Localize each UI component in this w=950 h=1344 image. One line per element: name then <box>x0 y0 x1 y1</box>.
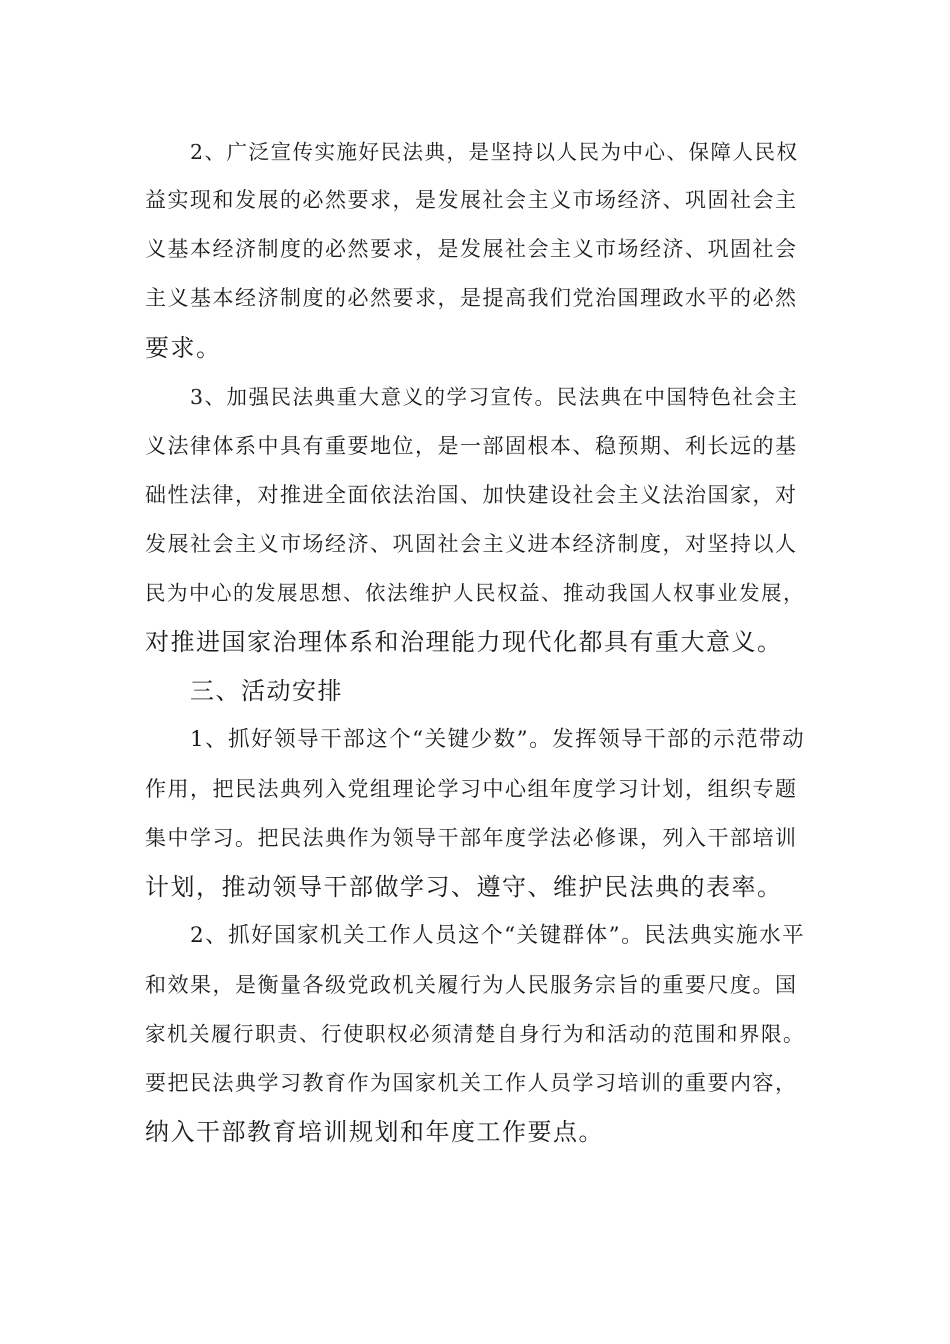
paragraph-line: 2、抓好国家机关工作人员这个“关键群体”。民法典实施水平 <box>190 923 806 948</box>
paragraph-line: 3、加强民法典重大意义的学习宣传。民法典在中国特色社会主 <box>190 385 799 409</box>
paragraph-line: 2、广泛宣传实施好民法典，是坚持以人民为中心、保障人民权 <box>190 140 799 164</box>
paragraph-line: 要求。 <box>145 334 222 362</box>
paragraph-line: 家机关履行职责、行使职权必须清楚自身行为和活动的范围和界限。 <box>145 1022 805 1046</box>
paragraph-line: 要把民法典学习教育作为国家机关工作人员学习培训的重要内容， <box>145 1071 798 1095</box>
paragraph-line: 主义基本经济制度的必然要求，是提高我们党治国理政水平的必然 <box>145 286 798 310</box>
paragraph-line: 和效果，是衡量各级党政机关履行为人民服务宗旨的重要尺度。国 <box>145 973 798 997</box>
paragraph-line: 础性法律，对推进全面依法治国、加快建设社会主义法治国家，对 <box>145 483 798 507</box>
paragraph-line: 发展社会主义市场经济、巩固社会主义进本经济制度，对坚持以人 <box>145 532 798 556</box>
paragraph-line: 义法律体系中具有重要地位，是一部固根本、稳预期、利长远的基 <box>145 434 798 458</box>
paragraph-line: 纳入干部教育培训规划和年度工作要点。 <box>145 1118 604 1146</box>
section-heading: 三、活动安排 <box>190 677 343 705</box>
paragraph-line: 对推进国家治理体系和治理能力现代化都具有重大意义。 <box>145 628 783 656</box>
paragraph-line: 集中学习。把民法典作为领导干部年度学法必修课，列入干部培训 <box>145 826 798 850</box>
paragraph-line: 1、抓好领导干部这个“关键少数”。发挥领导干部的示范带动 <box>190 727 806 752</box>
paragraph-line: 民为中心的发展思想、依法维护人民权益、推动我国人权事业发展， <box>145 581 805 605</box>
paragraph-line: 益实现和发展的必然要求，是发展社会主义市场经济、巩固社会主 <box>145 188 798 212</box>
paragraph-line: 作用，把民法典列入党组理论学习中心组年度学习计划，组织专题 <box>145 777 798 801</box>
paragraph-line: 计划，推动领导干部做学习、遵守、维护民法典的表率。 <box>145 873 783 901</box>
paragraph-line: 义基本经济制度的必然要求，是发展社会主义市场经济、巩固社会 <box>145 237 798 261</box>
